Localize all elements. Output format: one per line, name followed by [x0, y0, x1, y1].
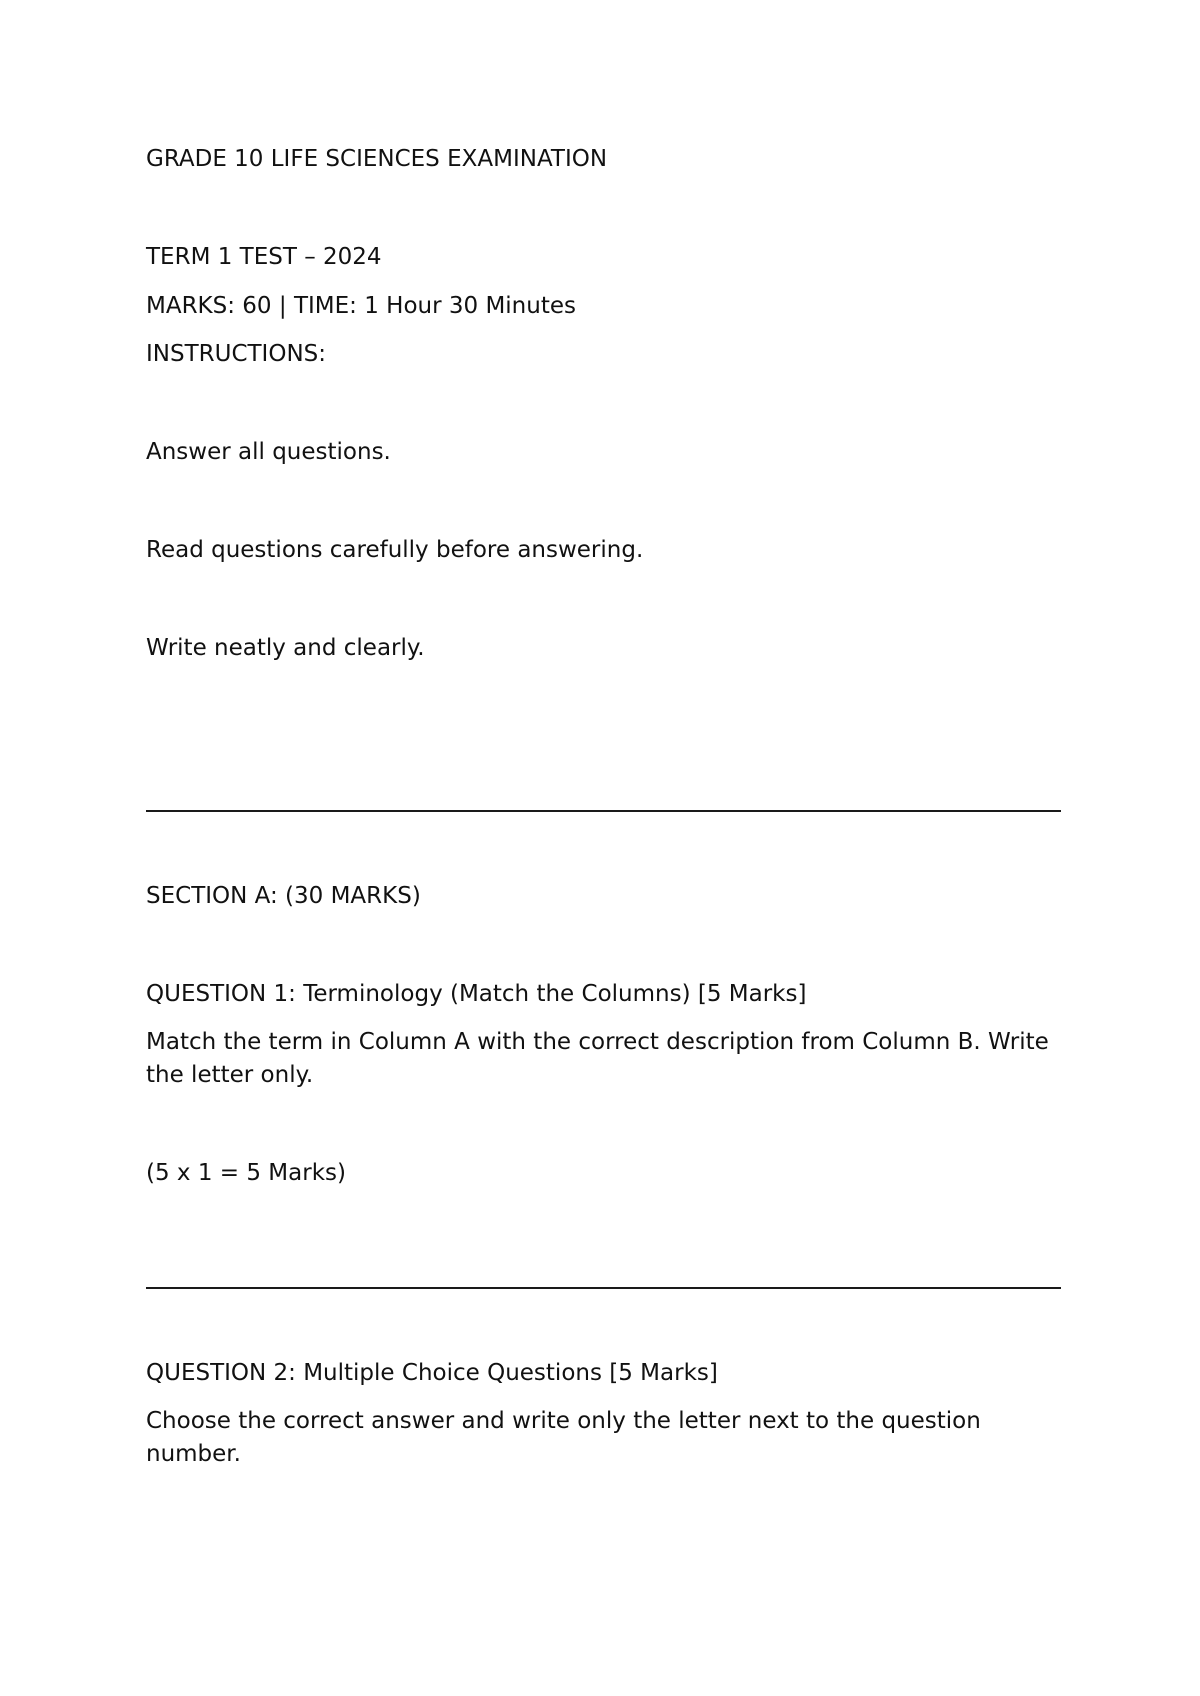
horizontal-rule [146, 1287, 1061, 1289]
instruction-item: Write neatly and clearly. [146, 635, 425, 661]
instructions-heading: INSTRUCTIONS: [146, 341, 327, 367]
instruction-item: Read questions carefully before answering. [146, 537, 644, 563]
question-1-marks-note: (5 x 1 = 5 Marks) [146, 1160, 346, 1186]
section-a-heading: SECTION A: (30 MARKS) [146, 883, 421, 909]
exam-title: GRADE 10 LIFE SCIENCES EXAMINATION [146, 146, 608, 172]
question-2-instruction: Choose the correct answer and write only the letter next to the question number. [146, 1408, 981, 1467]
marks-and-time: MARKS: 60 | TIME: 1 Hour 30 Minutes [146, 293, 576, 319]
instruction-item: Answer all questions. [146, 439, 391, 465]
question-1-heading: QUESTION 1: Terminology (Match the Columns) [5 Marks] [146, 981, 807, 1007]
question-1-instruction: Match the term in Column A with the correct description from Column B. Write the letter only. [146, 1029, 1049, 1088]
test-term: TERM 1 TEST – 2024 [146, 244, 382, 270]
horizontal-rule [146, 810, 1061, 812]
question-2-heading: QUESTION 2: Multiple Choice Questions [5 Marks] [146, 1360, 718, 1386]
